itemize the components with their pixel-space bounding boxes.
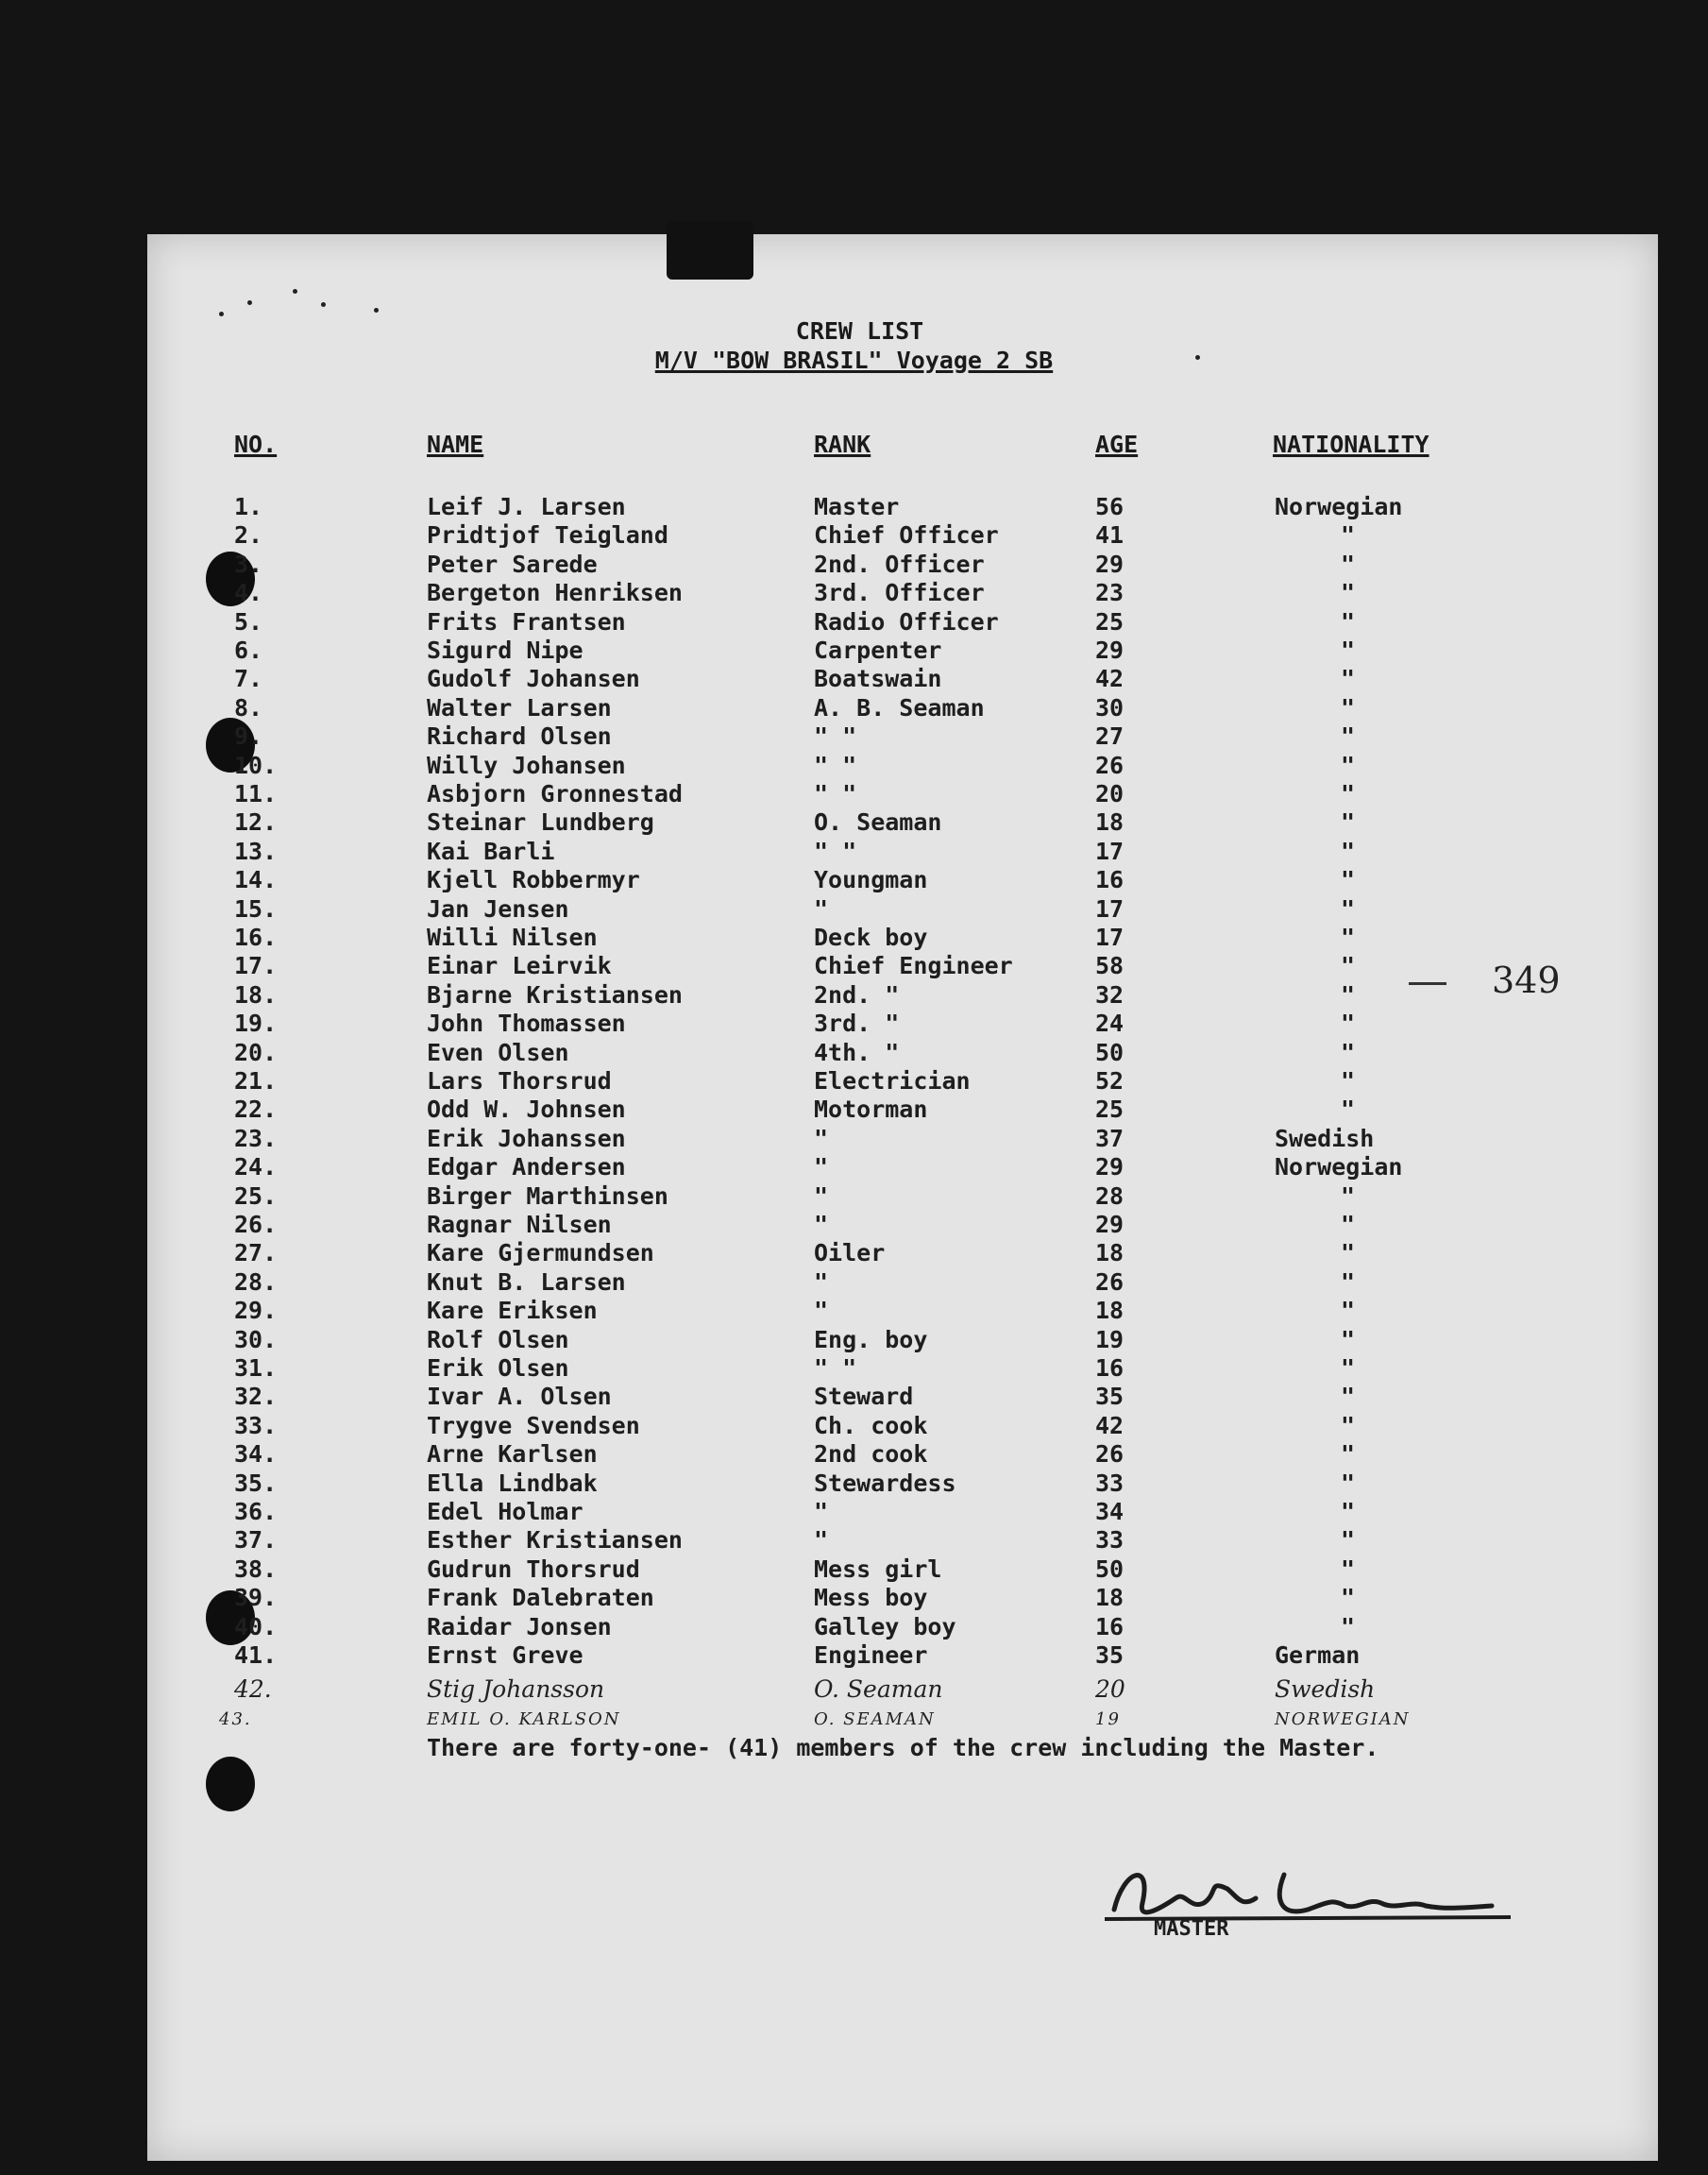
crew-no: 39. bbox=[234, 1584, 278, 1611]
crew-rank: " " bbox=[814, 780, 857, 807]
page-number: 349 bbox=[1492, 960, 1561, 1001]
crew-rank: Mess girl bbox=[814, 1555, 942, 1583]
crew-rank: " bbox=[814, 1211, 829, 1238]
crew-nationality: Swedish bbox=[1275, 1125, 1375, 1152]
crew-name: Ragnar Nilsen bbox=[427, 1211, 612, 1238]
crew-count-statement: There are forty-one- (41) members of the crew including the Master. bbox=[427, 1734, 1379, 1761]
table-row bbox=[0, 665, 1708, 693]
table-row bbox=[0, 1584, 1708, 1612]
crew-name: Erik Johanssen bbox=[427, 1125, 626, 1152]
crew-no: 33. bbox=[234, 1412, 278, 1439]
crew-nationality: " bbox=[1341, 1613, 1356, 1640]
crew-no: 4. bbox=[234, 579, 263, 606]
speck bbox=[293, 289, 297, 294]
crew-no: 11. bbox=[234, 780, 278, 807]
crew-age: 34 bbox=[1095, 1498, 1125, 1525]
crew-age: 30 bbox=[1095, 694, 1125, 722]
crew-rank: " bbox=[814, 1268, 829, 1296]
table-row bbox=[0, 808, 1708, 837]
crew-rank: O. Seaman bbox=[814, 808, 942, 836]
crew-no: 40. bbox=[234, 1613, 278, 1640]
crew-rank: Chief Officer bbox=[814, 521, 999, 549]
crew-nationality: Norwegian bbox=[1275, 493, 1403, 520]
crew-no: 19. bbox=[234, 1010, 278, 1037]
table-row bbox=[0, 981, 1708, 1010]
crew-name: Erik Olsen bbox=[427, 1354, 569, 1382]
crew-rank: " " bbox=[814, 1354, 857, 1382]
crew-age: 41 bbox=[1095, 521, 1125, 549]
crew-rank: Mess boy bbox=[814, 1584, 928, 1611]
crew-age: 17 bbox=[1095, 838, 1125, 865]
crew-name: Gudrun Thorsrud bbox=[427, 1555, 640, 1583]
crew-nationality: " bbox=[1341, 808, 1356, 836]
crew-no: 29. bbox=[234, 1297, 278, 1324]
crew-name: Bergeton Henriksen bbox=[427, 579, 683, 606]
crew-age: 26 bbox=[1095, 1440, 1125, 1468]
crew-name: Kjell Robbermyr bbox=[427, 866, 640, 893]
table-row bbox=[0, 722, 1708, 751]
table-row bbox=[0, 694, 1708, 722]
crew-name: Arne Karlsen bbox=[427, 1440, 598, 1468]
crew-age: 42 bbox=[1095, 665, 1125, 692]
crew-age: 35 bbox=[1095, 1641, 1125, 1669]
crew-no: 38. bbox=[234, 1555, 278, 1583]
crew-no: 2. bbox=[234, 521, 263, 549]
crew-rank: Galley boy bbox=[814, 1613, 956, 1640]
table-row bbox=[0, 895, 1708, 924]
speck bbox=[374, 308, 379, 313]
crew-no: 22. bbox=[234, 1096, 278, 1123]
crew-no: 9. bbox=[234, 722, 263, 750]
crew-nationality: " bbox=[1341, 665, 1356, 692]
crew-rank: Radio Officer bbox=[814, 608, 999, 636]
crew-rank: " " bbox=[814, 838, 857, 865]
crew-rank: Eng. boy bbox=[814, 1326, 928, 1353]
crew-age: 33 bbox=[1095, 1470, 1125, 1497]
table-row bbox=[0, 637, 1708, 665]
crew-name: Kare Gjermundsen bbox=[427, 1239, 654, 1266]
crew-age: 27 bbox=[1095, 722, 1125, 750]
crew-no: 25. bbox=[234, 1182, 278, 1210]
crew-name: Peter Sarede bbox=[427, 551, 598, 578]
crew-age: 19 bbox=[1095, 1326, 1125, 1353]
crew-age: 23 bbox=[1095, 579, 1125, 606]
crew-age: 29 bbox=[1095, 551, 1125, 578]
table-row bbox=[0, 1182, 1708, 1211]
crew-name: Birger Marthinsen bbox=[427, 1182, 668, 1210]
crew-age: 25 bbox=[1095, 608, 1125, 636]
crew-age: 16 bbox=[1095, 1613, 1125, 1640]
crew-age: 25 bbox=[1095, 1096, 1125, 1123]
crew-no: 7. bbox=[234, 665, 263, 692]
crew-name: Willy Johansen bbox=[427, 752, 626, 779]
crew-no: 5. bbox=[234, 608, 263, 636]
crew-rank: Chief Engineer bbox=[814, 952, 1013, 979]
crew-rank: 3rd. " bbox=[814, 1010, 900, 1037]
table-row-handwritten bbox=[0, 1675, 1708, 1704]
table-row bbox=[0, 1555, 1708, 1584]
crew-name: Edel Holmar bbox=[427, 1498, 583, 1525]
crew-nationality: " bbox=[1341, 1354, 1356, 1382]
crew-rank: " bbox=[814, 1125, 829, 1152]
crew-nationality: " bbox=[1341, 608, 1356, 636]
crew-name: Jan Jensen bbox=[427, 895, 569, 923]
crew-rank: Ch. cook bbox=[814, 1412, 928, 1439]
crew-name: Kai Barli bbox=[427, 838, 555, 865]
crew-age: 29 bbox=[1095, 1211, 1125, 1238]
crew-nationality: " bbox=[1341, 1182, 1356, 1210]
crew-nationality: " bbox=[1341, 1039, 1356, 1066]
crew-name: Pridtjof Teigland bbox=[427, 521, 668, 549]
crew-no: 26. bbox=[234, 1211, 278, 1238]
crew-age: 24 bbox=[1095, 1010, 1125, 1037]
crew-age: 16 bbox=[1095, 1354, 1125, 1382]
crew-age: 29 bbox=[1095, 637, 1125, 664]
crew-nationality: " bbox=[1341, 866, 1356, 893]
crew-nationality: " bbox=[1341, 981, 1356, 1009]
crew-name: Stig Johansson bbox=[427, 1675, 605, 1703]
crew-nationality: " bbox=[1341, 1297, 1356, 1324]
table-row bbox=[0, 1440, 1708, 1469]
crew-name: Willi Nilsen bbox=[427, 924, 598, 951]
crew-no: 23. bbox=[234, 1125, 278, 1152]
crew-rank: O. SEAMAN bbox=[814, 1709, 936, 1729]
crew-age: 42 bbox=[1095, 1412, 1125, 1439]
crew-name: Esther Kristiansen bbox=[427, 1526, 683, 1554]
crew-nationality: " bbox=[1341, 752, 1356, 779]
table-row bbox=[0, 1326, 1708, 1354]
table-row bbox=[0, 1613, 1708, 1641]
crew-nationality: " bbox=[1341, 1470, 1356, 1497]
crew-name: Gudolf Johansen bbox=[427, 665, 640, 692]
table-row bbox=[0, 1268, 1708, 1297]
crew-no: 15. bbox=[234, 895, 278, 923]
crew-age: 35 bbox=[1095, 1383, 1125, 1410]
crew-rank: Deck boy bbox=[814, 924, 928, 951]
crew-age: 26 bbox=[1095, 1268, 1125, 1296]
table-row bbox=[0, 1498, 1708, 1526]
crew-nationality: " bbox=[1341, 1096, 1356, 1123]
crew-no: 36. bbox=[234, 1498, 278, 1525]
table-row bbox=[0, 780, 1708, 808]
crew-age: 18 bbox=[1095, 1297, 1125, 1324]
crew-rank: 2nd cook bbox=[814, 1440, 928, 1468]
table-row bbox=[0, 1297, 1708, 1325]
crew-age: 29 bbox=[1095, 1153, 1125, 1181]
crew-name: Frits Frantsen bbox=[427, 608, 626, 636]
crew-no: 28. bbox=[234, 1268, 278, 1296]
crew-no: 17. bbox=[234, 952, 278, 979]
crew-age: 52 bbox=[1095, 1067, 1125, 1095]
table-row bbox=[0, 866, 1708, 894]
table-row bbox=[0, 752, 1708, 780]
crew-nationality: " bbox=[1341, 1211, 1356, 1238]
crew-nationality: " bbox=[1341, 838, 1356, 865]
dash-mark bbox=[1409, 982, 1446, 985]
crew-rank: Steward bbox=[814, 1383, 914, 1410]
crew-nationality: " bbox=[1341, 1268, 1356, 1296]
crew-name: Asbjorn Gronnestad bbox=[427, 780, 683, 807]
table-row bbox=[0, 1125, 1708, 1153]
punch-hole bbox=[206, 1757, 255, 1811]
table-row bbox=[0, 1153, 1708, 1181]
crew-nationality: " bbox=[1341, 1555, 1356, 1583]
crew-no: 43. bbox=[219, 1709, 252, 1729]
crew-age: 17 bbox=[1095, 895, 1125, 923]
crew-rank: " bbox=[814, 1153, 829, 1181]
crew-name: Bjarne Kristiansen bbox=[427, 981, 683, 1009]
crew-rank: " bbox=[814, 895, 829, 923]
crew-age: 37 bbox=[1095, 1125, 1125, 1152]
table-row bbox=[0, 551, 1708, 579]
crew-nationality: " bbox=[1341, 1440, 1356, 1468]
crew-age: 28 bbox=[1095, 1182, 1125, 1210]
crew-no: 3. bbox=[234, 551, 263, 578]
crew-no: 37. bbox=[234, 1526, 278, 1554]
crew-rank: " bbox=[814, 1498, 829, 1525]
crew-nationality: NORWEGIAN bbox=[1275, 1709, 1411, 1729]
crew-nationality: " bbox=[1341, 780, 1356, 807]
crew-rank: 2nd. Officer bbox=[814, 551, 985, 578]
crew-rank: " bbox=[814, 1297, 829, 1324]
crew-no: 41. bbox=[234, 1641, 278, 1669]
crew-name: EMIL O. KARLSON bbox=[427, 1709, 621, 1729]
crew-rank: " bbox=[814, 1526, 829, 1554]
crew-name: Ernst Greve bbox=[427, 1641, 583, 1669]
crew-nationality: Norwegian bbox=[1275, 1153, 1403, 1181]
table-row bbox=[0, 1354, 1708, 1383]
crew-nationality: " bbox=[1341, 551, 1356, 578]
crew-no: 16. bbox=[234, 924, 278, 951]
table-row bbox=[0, 1211, 1708, 1239]
crew-no: 30. bbox=[234, 1326, 278, 1353]
column-header-name: NAME bbox=[427, 431, 484, 458]
crew-age: 18 bbox=[1095, 1239, 1125, 1266]
crew-age: 18 bbox=[1095, 1584, 1125, 1611]
crew-name: Raidar Jonsen bbox=[427, 1613, 612, 1640]
crew-age: 56 bbox=[1095, 493, 1125, 520]
table-row-handwritten bbox=[0, 1706, 1708, 1734]
crew-name: Ivar A. Olsen bbox=[427, 1383, 612, 1410]
crew-name: Knut B. Larsen bbox=[427, 1268, 626, 1296]
crew-name: Sigurd Nipe bbox=[427, 637, 583, 664]
crew-rank: Carpenter bbox=[814, 637, 942, 664]
crew-rank: " bbox=[814, 1182, 829, 1210]
crew-no: 6. bbox=[234, 637, 263, 664]
crew-nationality: " bbox=[1341, 521, 1356, 549]
table-row bbox=[0, 924, 1708, 952]
crew-no: 27. bbox=[234, 1239, 278, 1266]
crew-rank: 3rd. Officer bbox=[814, 579, 985, 606]
crew-rank: Master bbox=[814, 493, 900, 520]
crew-age: 50 bbox=[1095, 1039, 1125, 1066]
tape-mark bbox=[667, 221, 753, 280]
table-row bbox=[0, 521, 1708, 550]
speck bbox=[219, 312, 224, 316]
crew-name: John Thomassen bbox=[427, 1010, 626, 1037]
crew-no: 1. bbox=[234, 493, 263, 520]
table-row bbox=[0, 952, 1708, 980]
crew-rank: O. Seaman bbox=[814, 1675, 943, 1703]
crew-name: Kare Eriksen bbox=[427, 1297, 598, 1324]
crew-name: Odd W. Johnsen bbox=[427, 1096, 626, 1123]
table-row bbox=[0, 493, 1708, 521]
crew-no: 12. bbox=[234, 808, 278, 836]
crew-nationality: " bbox=[1341, 694, 1356, 722]
crew-nationality: German bbox=[1275, 1641, 1361, 1669]
crew-age: 58 bbox=[1095, 952, 1125, 979]
crew-rank: Stewardess bbox=[814, 1470, 956, 1497]
crew-no: 21. bbox=[234, 1067, 278, 1095]
crew-no: 35. bbox=[234, 1470, 278, 1497]
crew-rank: " " bbox=[814, 752, 857, 779]
crew-name: Edgar Andersen bbox=[427, 1153, 626, 1181]
table-row bbox=[0, 1470, 1708, 1498]
crew-name: Walter Larsen bbox=[427, 694, 612, 722]
column-header-rank: RANK bbox=[814, 431, 871, 458]
crew-name: Trygve Svendsen bbox=[427, 1412, 640, 1439]
crew-name: Ella Lindbak bbox=[427, 1470, 598, 1497]
crew-nationality: " bbox=[1341, 1412, 1356, 1439]
crew-nationality: " bbox=[1341, 637, 1356, 664]
column-header-nationality: NATIONALITY bbox=[1273, 431, 1429, 458]
crew-age: 32 bbox=[1095, 981, 1125, 1009]
crew-nationality: " bbox=[1341, 579, 1356, 606]
crew-no: 42. bbox=[234, 1675, 272, 1703]
crew-name: Frank Dalebraten bbox=[427, 1584, 654, 1611]
crew-rank: Boatswain bbox=[814, 665, 942, 692]
table-row bbox=[0, 1526, 1708, 1555]
crew-rank: Motorman bbox=[814, 1096, 928, 1123]
crew-nationality: " bbox=[1341, 722, 1356, 750]
table-row bbox=[0, 1010, 1708, 1038]
crew-nationality: " bbox=[1341, 1383, 1356, 1410]
crew-nationality: Swedish bbox=[1275, 1675, 1376, 1703]
crew-rank: Oiler bbox=[814, 1239, 886, 1266]
document-title: CREW LIST bbox=[795, 317, 924, 345]
table-row bbox=[0, 1412, 1708, 1440]
crew-no: 8. bbox=[234, 694, 263, 722]
crew-name: Rolf Olsen bbox=[427, 1326, 569, 1353]
table-row bbox=[0, 608, 1708, 637]
crew-rank: Electrician bbox=[814, 1067, 971, 1095]
crew-rank: Youngman bbox=[814, 866, 928, 893]
crew-age: 17 bbox=[1095, 924, 1125, 951]
crew-no: 18. bbox=[234, 981, 278, 1009]
table-row bbox=[0, 1641, 1708, 1670]
crew-no: 31. bbox=[234, 1354, 278, 1382]
crew-age: 16 bbox=[1095, 866, 1125, 893]
crew-nationality: " bbox=[1341, 895, 1356, 923]
crew-rank: 2nd. " bbox=[814, 981, 900, 1009]
speck bbox=[321, 302, 326, 307]
crew-name: Steinar Lundberg bbox=[427, 808, 654, 836]
crew-name: Even Olsen bbox=[427, 1039, 569, 1066]
crew-no: 14. bbox=[234, 866, 278, 893]
crew-age: 20 bbox=[1095, 1675, 1125, 1703]
crew-no: 13. bbox=[234, 838, 278, 865]
table-row bbox=[0, 1096, 1708, 1124]
crew-age: 50 bbox=[1095, 1555, 1125, 1583]
signature-label: MASTER bbox=[1154, 1917, 1229, 1941]
crew-rank: 4th. " bbox=[814, 1039, 900, 1066]
crew-age: 18 bbox=[1095, 808, 1125, 836]
crew-rank: " " bbox=[814, 722, 857, 750]
table-row bbox=[0, 1383, 1708, 1411]
crew-nationality: " bbox=[1341, 1526, 1356, 1554]
column-header-age: AGE bbox=[1095, 431, 1139, 458]
crew-no: 10. bbox=[234, 752, 278, 779]
crew-name: Richard Olsen bbox=[427, 722, 612, 750]
crew-nationality: " bbox=[1341, 1584, 1356, 1611]
table-row bbox=[0, 579, 1708, 607]
crew-name: Einar Leirvik bbox=[427, 952, 612, 979]
crew-no: 32. bbox=[234, 1383, 278, 1410]
crew-name: Lars Thorsrud bbox=[427, 1067, 612, 1095]
table-row bbox=[0, 1239, 1708, 1267]
crew-age: 33 bbox=[1095, 1526, 1125, 1554]
crew-nationality: " bbox=[1341, 1239, 1356, 1266]
table-row bbox=[0, 838, 1708, 866]
crew-age: 19 bbox=[1095, 1709, 1121, 1729]
crew-nationality: " bbox=[1341, 924, 1356, 951]
crew-age: 26 bbox=[1095, 752, 1125, 779]
crew-nationality: " bbox=[1341, 1498, 1356, 1525]
crew-age: 20 bbox=[1095, 780, 1125, 807]
subtitle-text: M/V "BOW BRASIL" Voyage 2 SB bbox=[654, 347, 1054, 374]
crew-no: 20. bbox=[234, 1039, 278, 1066]
table-row bbox=[0, 1039, 1708, 1067]
crew-name: Leif J. Larsen bbox=[427, 493, 626, 520]
crew-rank: Engineer bbox=[814, 1641, 928, 1669]
table-row bbox=[0, 1067, 1708, 1096]
crew-nationality: " bbox=[1341, 1326, 1356, 1353]
crew-no: 34. bbox=[234, 1440, 278, 1468]
speck bbox=[247, 300, 252, 305]
crew-nationality: " bbox=[1341, 1010, 1356, 1037]
crew-nationality: " bbox=[1341, 952, 1356, 979]
crew-rank: A. B. Seaman bbox=[814, 694, 985, 722]
document-subtitle bbox=[0, 347, 1708, 374]
crew-no: 24. bbox=[234, 1153, 278, 1181]
crew-nationality: " bbox=[1341, 1067, 1356, 1095]
column-header-no: NO. bbox=[234, 431, 278, 458]
